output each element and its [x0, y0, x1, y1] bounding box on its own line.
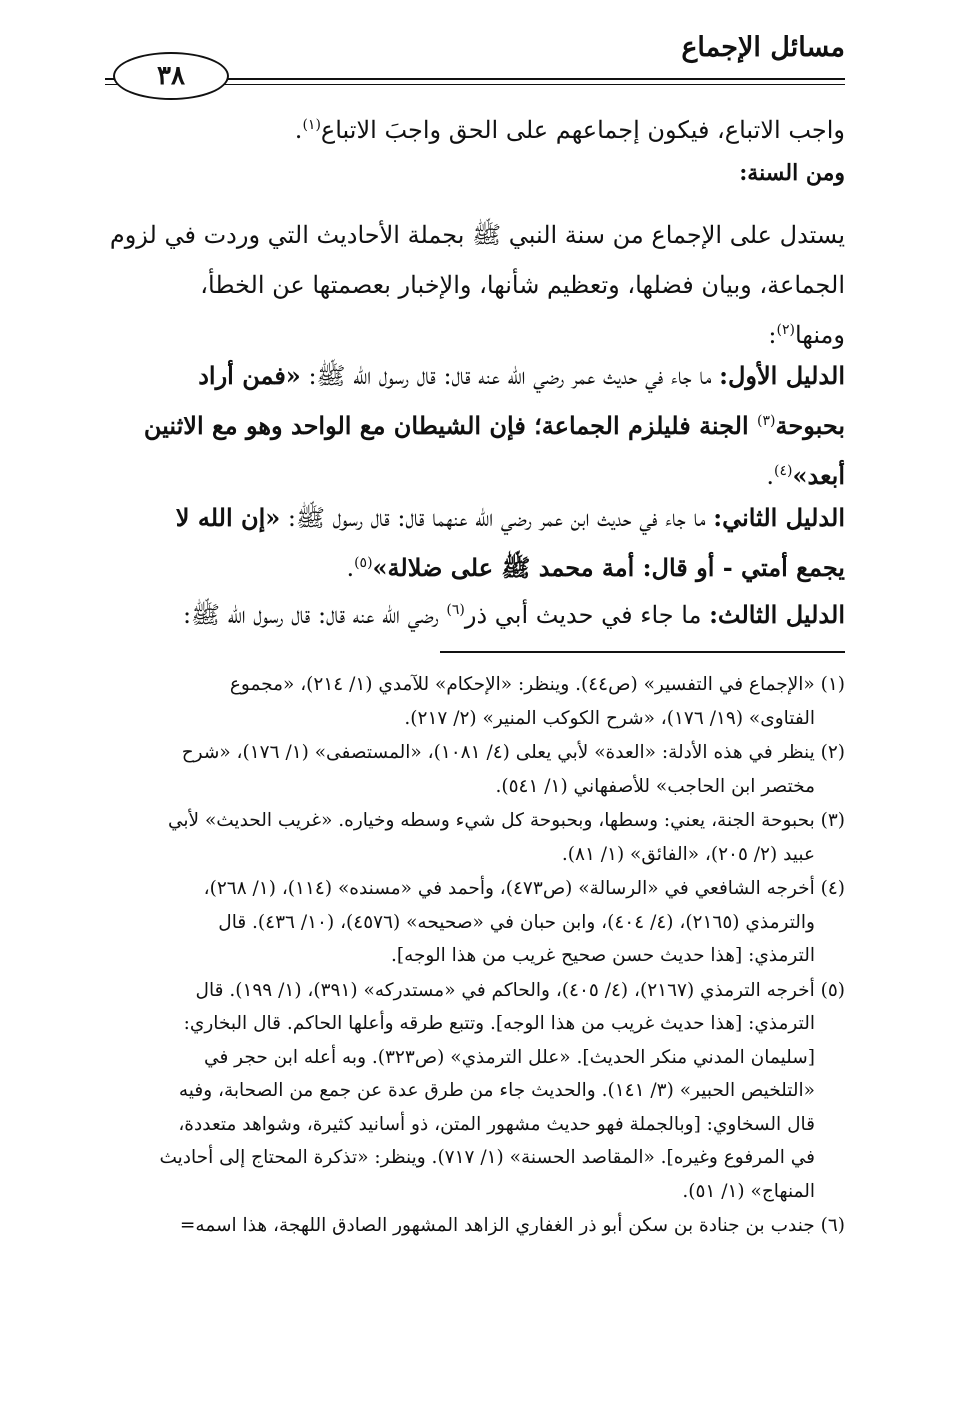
text-line: يستدل على الإجماع من سنة النبي ﷺ بجملة الأحاديث التي وردت في لزوم — [109, 221, 845, 249]
page-number-frame — [113, 52, 229, 100]
evidence-label: الدليل الثاني: — [713, 503, 845, 532]
text-run: ما جاء في حديث ابن عمر رضي الله عنهما قال: قال رسول ﷺ: — [280, 504, 714, 532]
footnote-line: المنهاج» (١/ ٥١). — [682, 1180, 815, 1202]
footnote-line: الترمذي: [هذا حديث حسن صحيح غريب من هذا الوجه]. — [390, 945, 815, 966]
running-title: مسائل الإجماع — [681, 32, 845, 63]
footnote — [118, 1209, 845, 1243]
paragraph-intro — [105, 210, 845, 350]
footnote-line: [سليمان المدني منكر الحديث]. «علل الترمذي» (ص٣٢٣). وبه أعله ابن حجر في — [204, 1046, 815, 1068]
footnote — [118, 974, 845, 1209]
evidence-label: الدليل الأول: — [719, 361, 845, 390]
footnote-line: (٢) ينظر في هذه الأدلة: «العدة» لأبي يعلى (٤/ ١٠٨١)، «المستصفى» (١/ ١٧٦)، «شرح — [181, 742, 845, 763]
text-run: رضي الله عنه قال: قال رسول الله ﷺ: — [182, 601, 447, 629]
hadith-text: «إن الله لا — [175, 503, 281, 532]
footnotes — [118, 668, 845, 1244]
text-line — [105, 543, 845, 593]
footnote-ref[interactable]: (٥) — [354, 555, 373, 571]
text-run: . — [294, 116, 303, 144]
footnote — [118, 668, 845, 735]
footnote-line: (٦) جندب بن جنادة بن سكن أبو ذر الغفاري الزاهد المشهور الصادق اللهجة، هذا اسمه= — [179, 1215, 845, 1236]
footnote-line: الفتاوى» (١٩/ ١٧٦)، «شرح الكوكب المنير» (٢/ ٢١٧). — [404, 707, 815, 729]
footnote-line: (١) «الإجماع في التفسير» (ص٤٤). وينظر: «الإحكام» للآمدي (١/ ٢١٤)، «مجموع — [229, 674, 845, 695]
page-number: ٣٨ — [157, 61, 185, 91]
footnote — [118, 804, 845, 871]
footnote-ref[interactable]: (٣) — [757, 413, 776, 429]
footnote-line: عبيد (٢/ ٢٠٥)، «الفائق» (١/ ٨١). — [561, 843, 815, 865]
footnote-line: (٣) بحبوحة الجنة، يعني: وسطها، وبحبوحة كل شيء وسطه وخياره. «غريب الحديث» لأبي — [167, 810, 845, 831]
text-run: : — [768, 321, 777, 349]
footnote — [118, 872, 845, 973]
evidence-one — [105, 351, 845, 501]
text-run: . — [346, 554, 355, 582]
hadith-text: يجمع أمتي - أو قال: أمة محمد ﷺ على ضلالة» — [372, 553, 845, 582]
text-line — [105, 401, 845, 451]
header-rule — [215, 78, 845, 85]
footnote-line: والترمذي (٢١٦٥)، (٤/ ٤٠٤)، وابن حبان في «صحيحه» (٤٥٧٦)، (١٠/ ٤٣٦). قال — [218, 911, 815, 933]
footnote-ref[interactable]: (٢) — [776, 322, 795, 338]
text-run: ومنها — [794, 321, 845, 349]
text-run: ما جاء في حديث أبي ذر — [464, 601, 710, 629]
footnote-line: قال السخاوي: [وبالجملة فهو حديث مشهور المتن، ذو أسانيد كثيرة، وشواهد متعددة، — [178, 1113, 815, 1135]
evidence-two — [105, 493, 845, 593]
hadith-text: «فمن أراد — [198, 361, 301, 390]
footnote — [118, 736, 845, 803]
section-heading: ومن السنة: — [739, 160, 845, 186]
footnote-line: (٤) أخرجه الشافعي في «الرسالة» (ص٤٧٣)، وأحمد في «مسنده» (١١٤)، (١/ ٢٦٨)، — [203, 878, 845, 899]
footnote-ref[interactable]: (١) — [302, 117, 321, 133]
text-run: . — [766, 462, 774, 490]
footnote-separator — [440, 651, 845, 653]
evidence-three — [105, 590, 845, 640]
text-run: واجب الاتباع، فيكون إجماعهم على الحق واجبَ الاتباع — [320, 116, 845, 144]
hadith-text: الجنة فليلزم الجماعة؛ فإن الشيطان مع الواحد وهو مع الاثنين — [143, 411, 758, 440]
text-line — [105, 351, 845, 401]
text-line — [105, 310, 845, 350]
text-line — [105, 493, 845, 543]
hadith-text: بحبوحة — [775, 411, 845, 440]
footnote-line: «التلخيص الحبير» (٣/ ١٤١). والحديث جاء من طرق عدة عن جمع من الصحابة، وفيه — [178, 1080, 815, 1101]
evidence-label: الدليل الثالث: — [709, 600, 845, 629]
footnote-ref[interactable]: (٦) — [446, 602, 465, 618]
footnote-ref[interactable]: (٤) — [774, 463, 793, 479]
text-line — [105, 105, 845, 155]
hadith-text: أبعد» — [792, 461, 845, 490]
text-run: ما جاء في حديث عمر رضي الله عنه قال: قال رسول الله ﷺ: — [300, 362, 720, 390]
text-line — [105, 590, 845, 640]
paragraph-continuation — [105, 105, 845, 155]
footnote-line: مختصر ابن الحاجب» للأصفهاني (١/ ٥٤١). — [495, 775, 815, 797]
text-line: الجماعة، وبيان فضلها، وتعظيم شأنها، والإخبار بعصمتها عن الخطأ، — [200, 271, 845, 299]
footnote-line: في المرفوع وغيره]. «المقاصد الحسنة» (١/ ٧١٧). وينظر: «تذكرة المحتاج إلى أحاديث — [159, 1147, 815, 1168]
footnote-line: الترمذي: [هذا حديث غريب من هذا الوجه]. وتتبع طرقه وأعلها الحاكم. قال البخاري: — [183, 1013, 815, 1034]
footnote-line: (٥) أخرجه الترمذي (٢١٦٧)، (٤/ ٤٠٥)، والحاكم في «مستدركه» (٣٩١)، (١/ ١٩٩). قال — [195, 979, 845, 1001]
page-header — [105, 28, 845, 90]
